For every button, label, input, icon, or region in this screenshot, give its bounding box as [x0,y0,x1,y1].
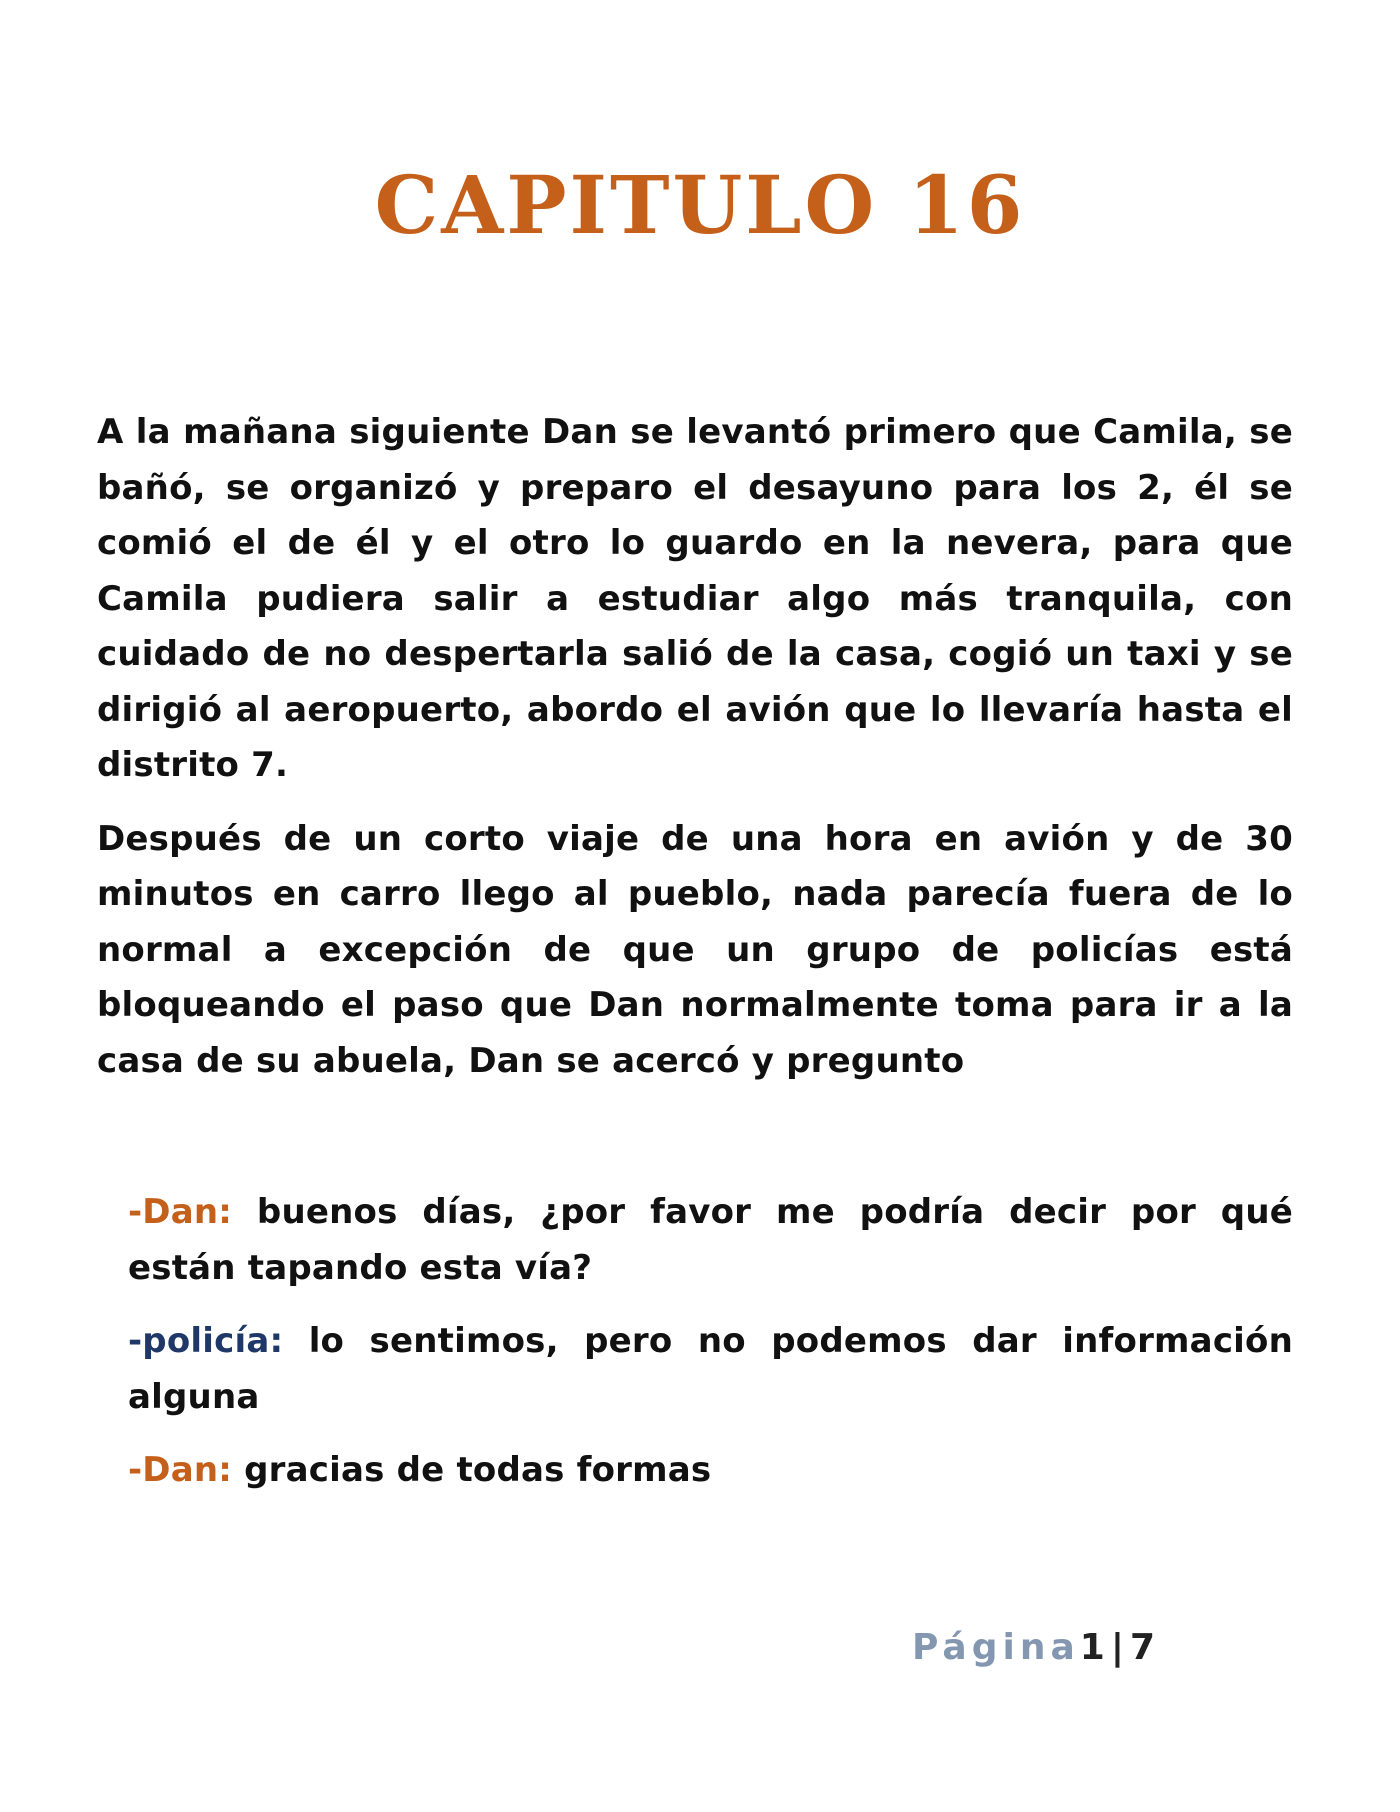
dialogue-line-1 [128,1185,1293,1296]
footer-separator: | [1110,1627,1124,1668]
narrative-body [97,405,1293,1107]
dialogue-line-3 [128,1443,1293,1499]
speaker-label-police: -policía: [128,1321,284,1361]
dialogue-text: buenos días, ¿por favor me podría decir por qué están tapando esta vía? [128,1192,1293,1288]
dialogue-line-2 [128,1314,1293,1425]
footer-page-label: Página [912,1627,1080,1668]
page-footer [912,1627,1156,1668]
chapter-title: CAPITULO 16 [374,158,1026,252]
dialogue-text: gracias de todas formas [232,1450,712,1490]
speaker-label-dan: -Dan: [128,1450,233,1490]
footer-page-number: 1 [1079,1627,1105,1668]
paragraph-1: A la mañana siguiente Dan se levantó primero que Camila, se bañó, se organizó y preparo el desayuno para los 2, él se comió el de él y el otro lo guardo en la nevera, para que Camila pudiera salir a estudiar algo más tranquila, con cuidado de no despertarla salió de la casa, cogió un taxi y se dirigió al aeropuerto, abordo el avión que lo llevaría hasta el distrito 7. [97,412,1293,785]
footer-page-total: 7 [1129,1627,1156,1668]
speaker-label-dan: -Dan: [128,1192,233,1232]
paragraph-2: Después de un corto viaje de una hora en avión y de 30 minutos en carro llego al pueblo, nada parecía fuera de lo normal a excepción de que un grupo de policías está bloqueando el paso que Dan normalmente toma para ir a la casa de su abuela, Dan se acercó y pregunto [97,818,1293,1081]
dialogue-text: lo sentimos, pero no podemos dar información alguna [128,1321,1293,1417]
dialogue-block [128,1185,1293,1517]
